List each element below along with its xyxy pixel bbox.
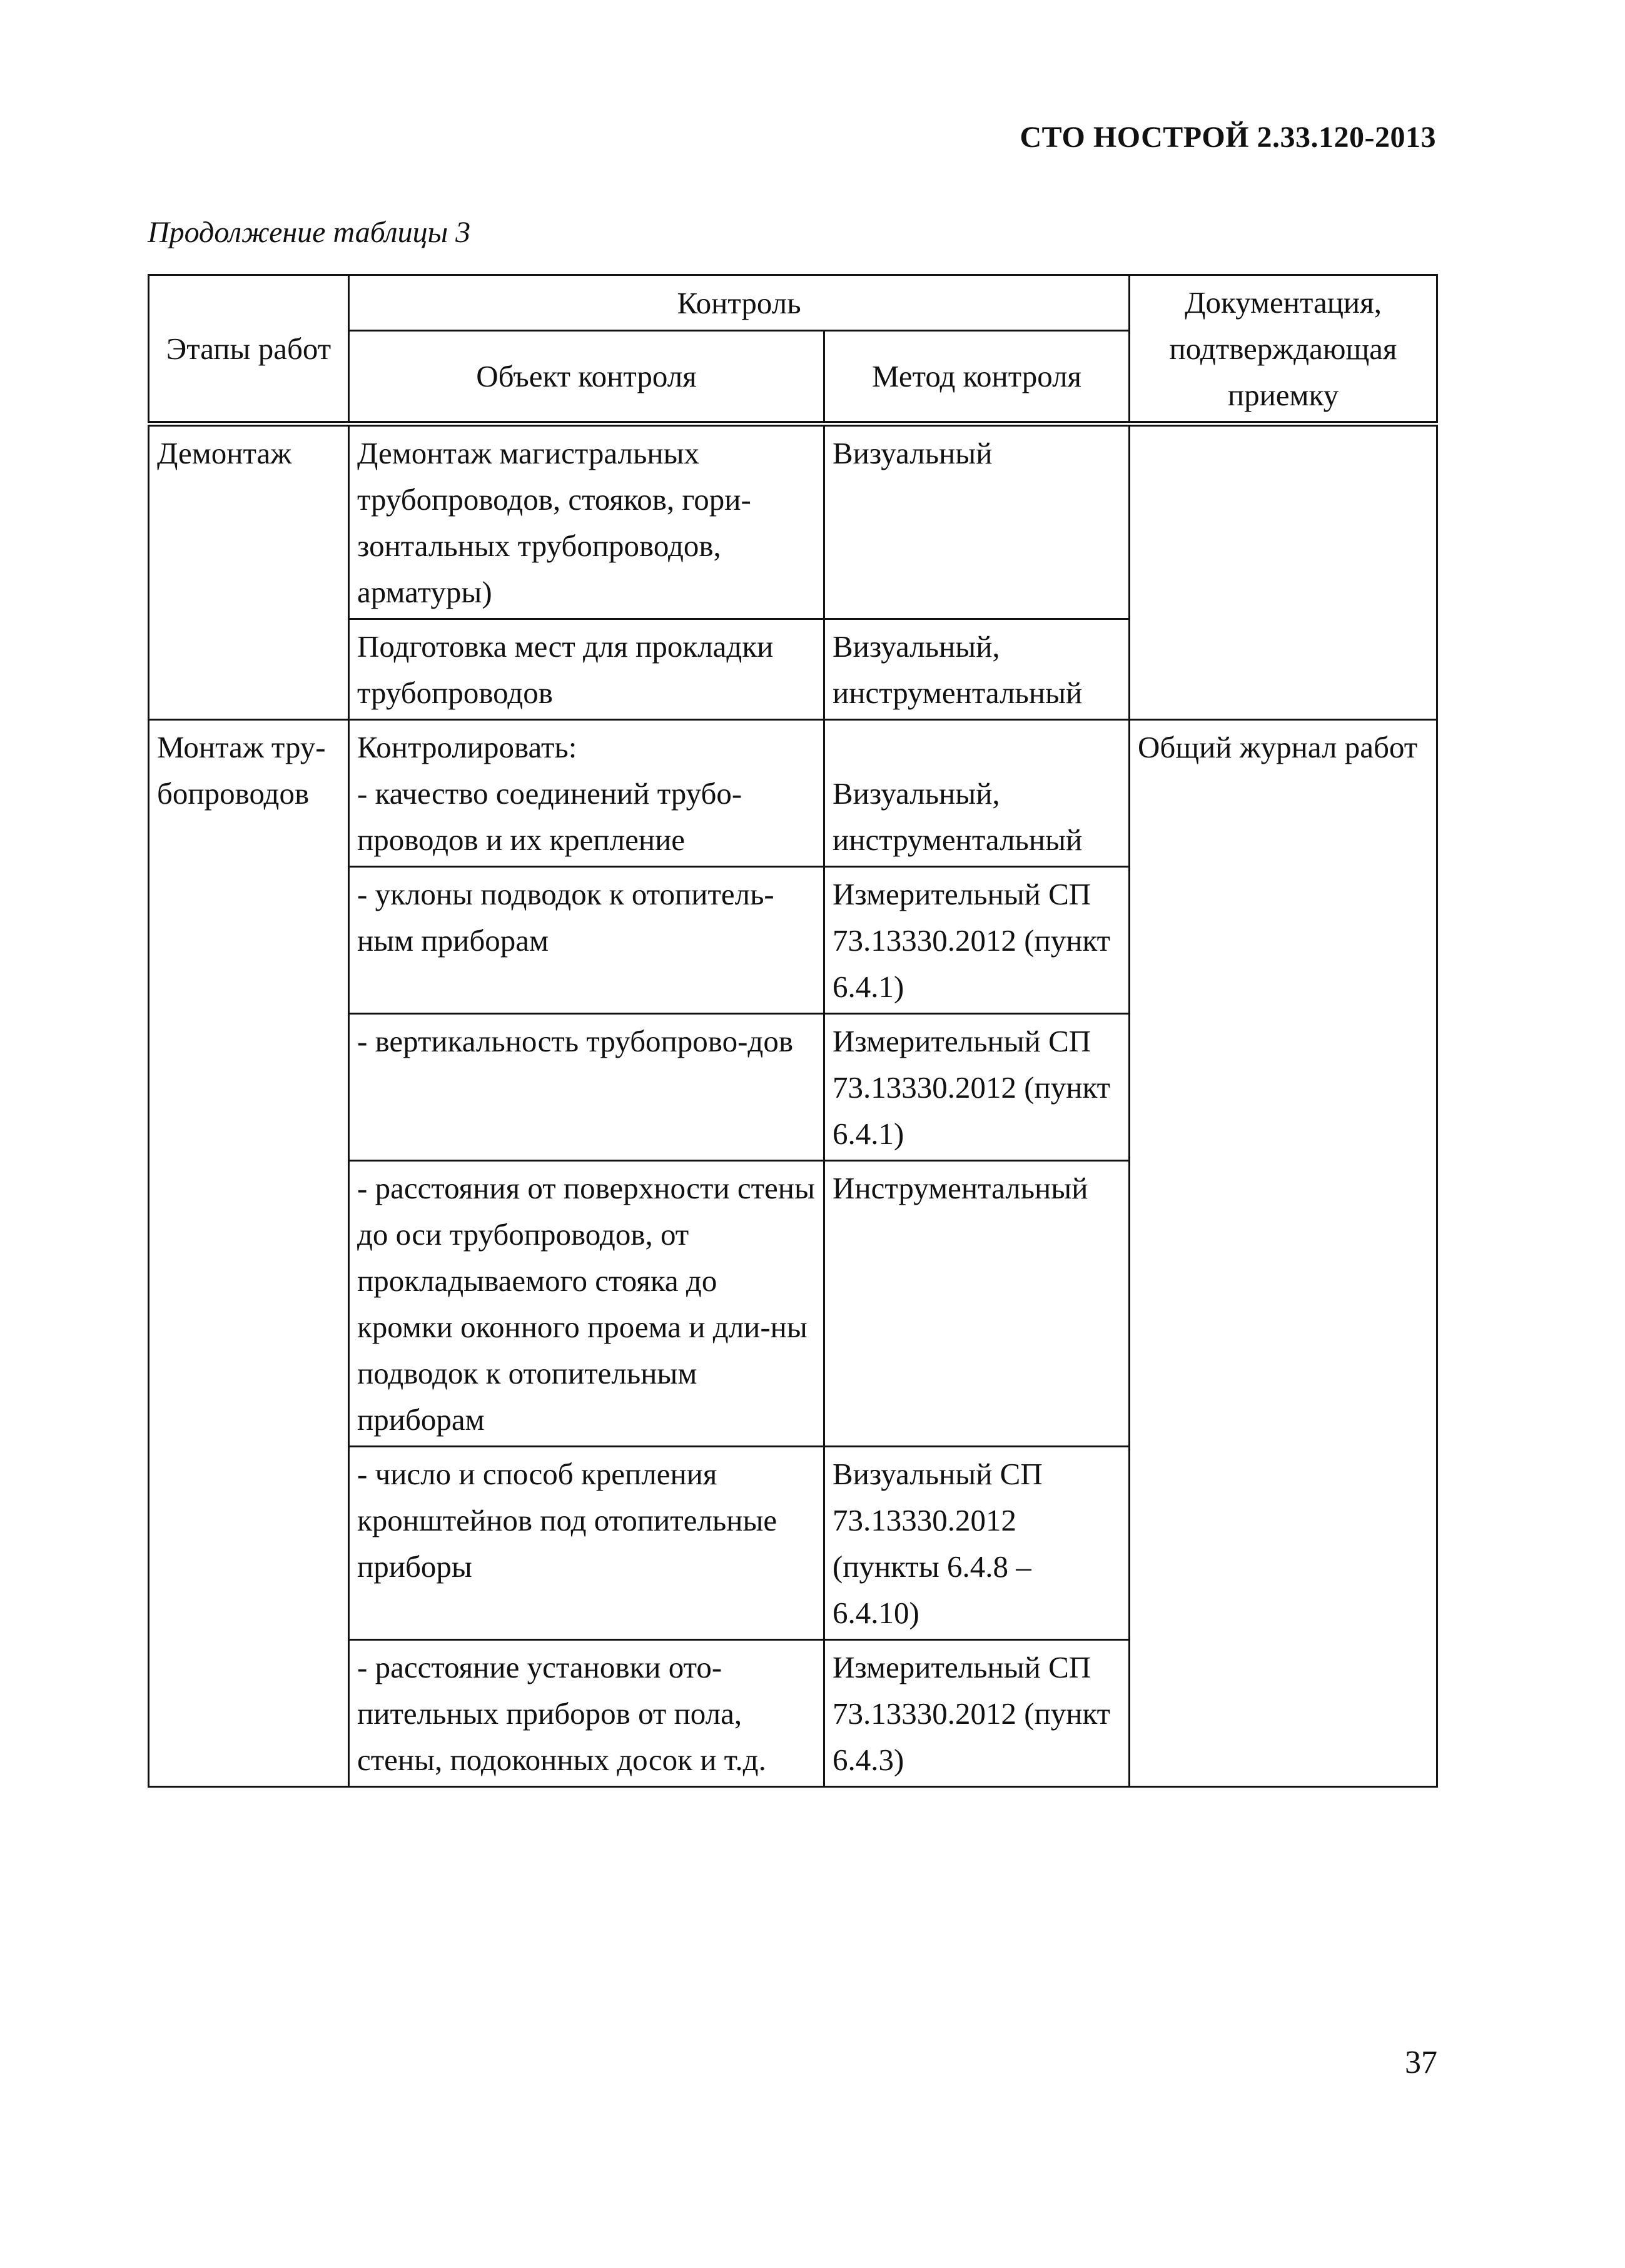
cell-object: - расстояние установки ото-пительных приборов от пола, стены, подоконных досок и т.д. (349, 1640, 824, 1787)
cell-object (349, 720, 824, 867)
cell-method: Измерительный СП 73.13330.2012 (пункт 6.4.1) (824, 1014, 1130, 1161)
header-control: Контроль (349, 275, 1130, 331)
header-object: Объект контроля (349, 330, 824, 423)
cell-object: - число и способ крепления кронштейнов под отопительные приборы (349, 1447, 824, 1640)
header-method: Метод контроля (824, 330, 1130, 423)
cell-stage: Монтаж тру-бопроводов (149, 720, 349, 1787)
cell-docs: Общий журнал работ (1130, 720, 1437, 1787)
object-intro: Контролировать: (357, 730, 577, 764)
table-continuation-caption: Продолжение таблицы 3 (148, 216, 471, 249)
header-stage: Этапы работ (149, 275, 349, 424)
cell-docs (1130, 424, 1437, 720)
cell-object: Подготовка мест для прокладки трубопроводов (349, 619, 824, 720)
object-text: - качество соединений трубо-проводов и их крепление (357, 776, 742, 857)
cell-object: - уклоны подводок к отопитель-ным приборам (349, 867, 824, 1014)
page-number: 37 (1405, 2045, 1437, 2080)
cell-method: Визуальный (824, 424, 1130, 619)
document-code: СТО НОСТРОЙ 2.33.120-2013 (1020, 121, 1436, 154)
cell-method: Визуальный, инструментальный (824, 720, 1130, 867)
table-row (149, 720, 1437, 867)
cell-object: - вертикальность трубопрово-дов (349, 1014, 824, 1161)
cell-method: Измерительный СП 73.13330.2012 (пункт 6.4.3) (824, 1640, 1130, 1787)
cell-object: - расстояния от поверхности стены до оси трубопроводов, от прокладываемого стояка до кромки оконного проема и дли-ны подводок к отопительным приборам (349, 1161, 824, 1447)
control-table (148, 274, 1438, 1788)
cell-method: Инструментальный (824, 1161, 1130, 1447)
cell-method: Визуальный СП 73.13330.2012 (пункты 6.4.8 – 6.4.10) (824, 1447, 1130, 1640)
cell-method: Измерительный СП 73.13330.2012 (пункт 6.4.1) (824, 867, 1130, 1014)
cell-object: Демонтаж магистральных трубопроводов, стояков, гори-зонтальных трубопроводов, арматуры) (349, 424, 824, 619)
header-docs: Документация, подтверждающая приемку (1130, 275, 1437, 424)
cell-method: Визуальный, инструментальный (824, 619, 1130, 720)
table-row (149, 424, 1437, 619)
cell-stage: Демонтаж (149, 424, 349, 720)
